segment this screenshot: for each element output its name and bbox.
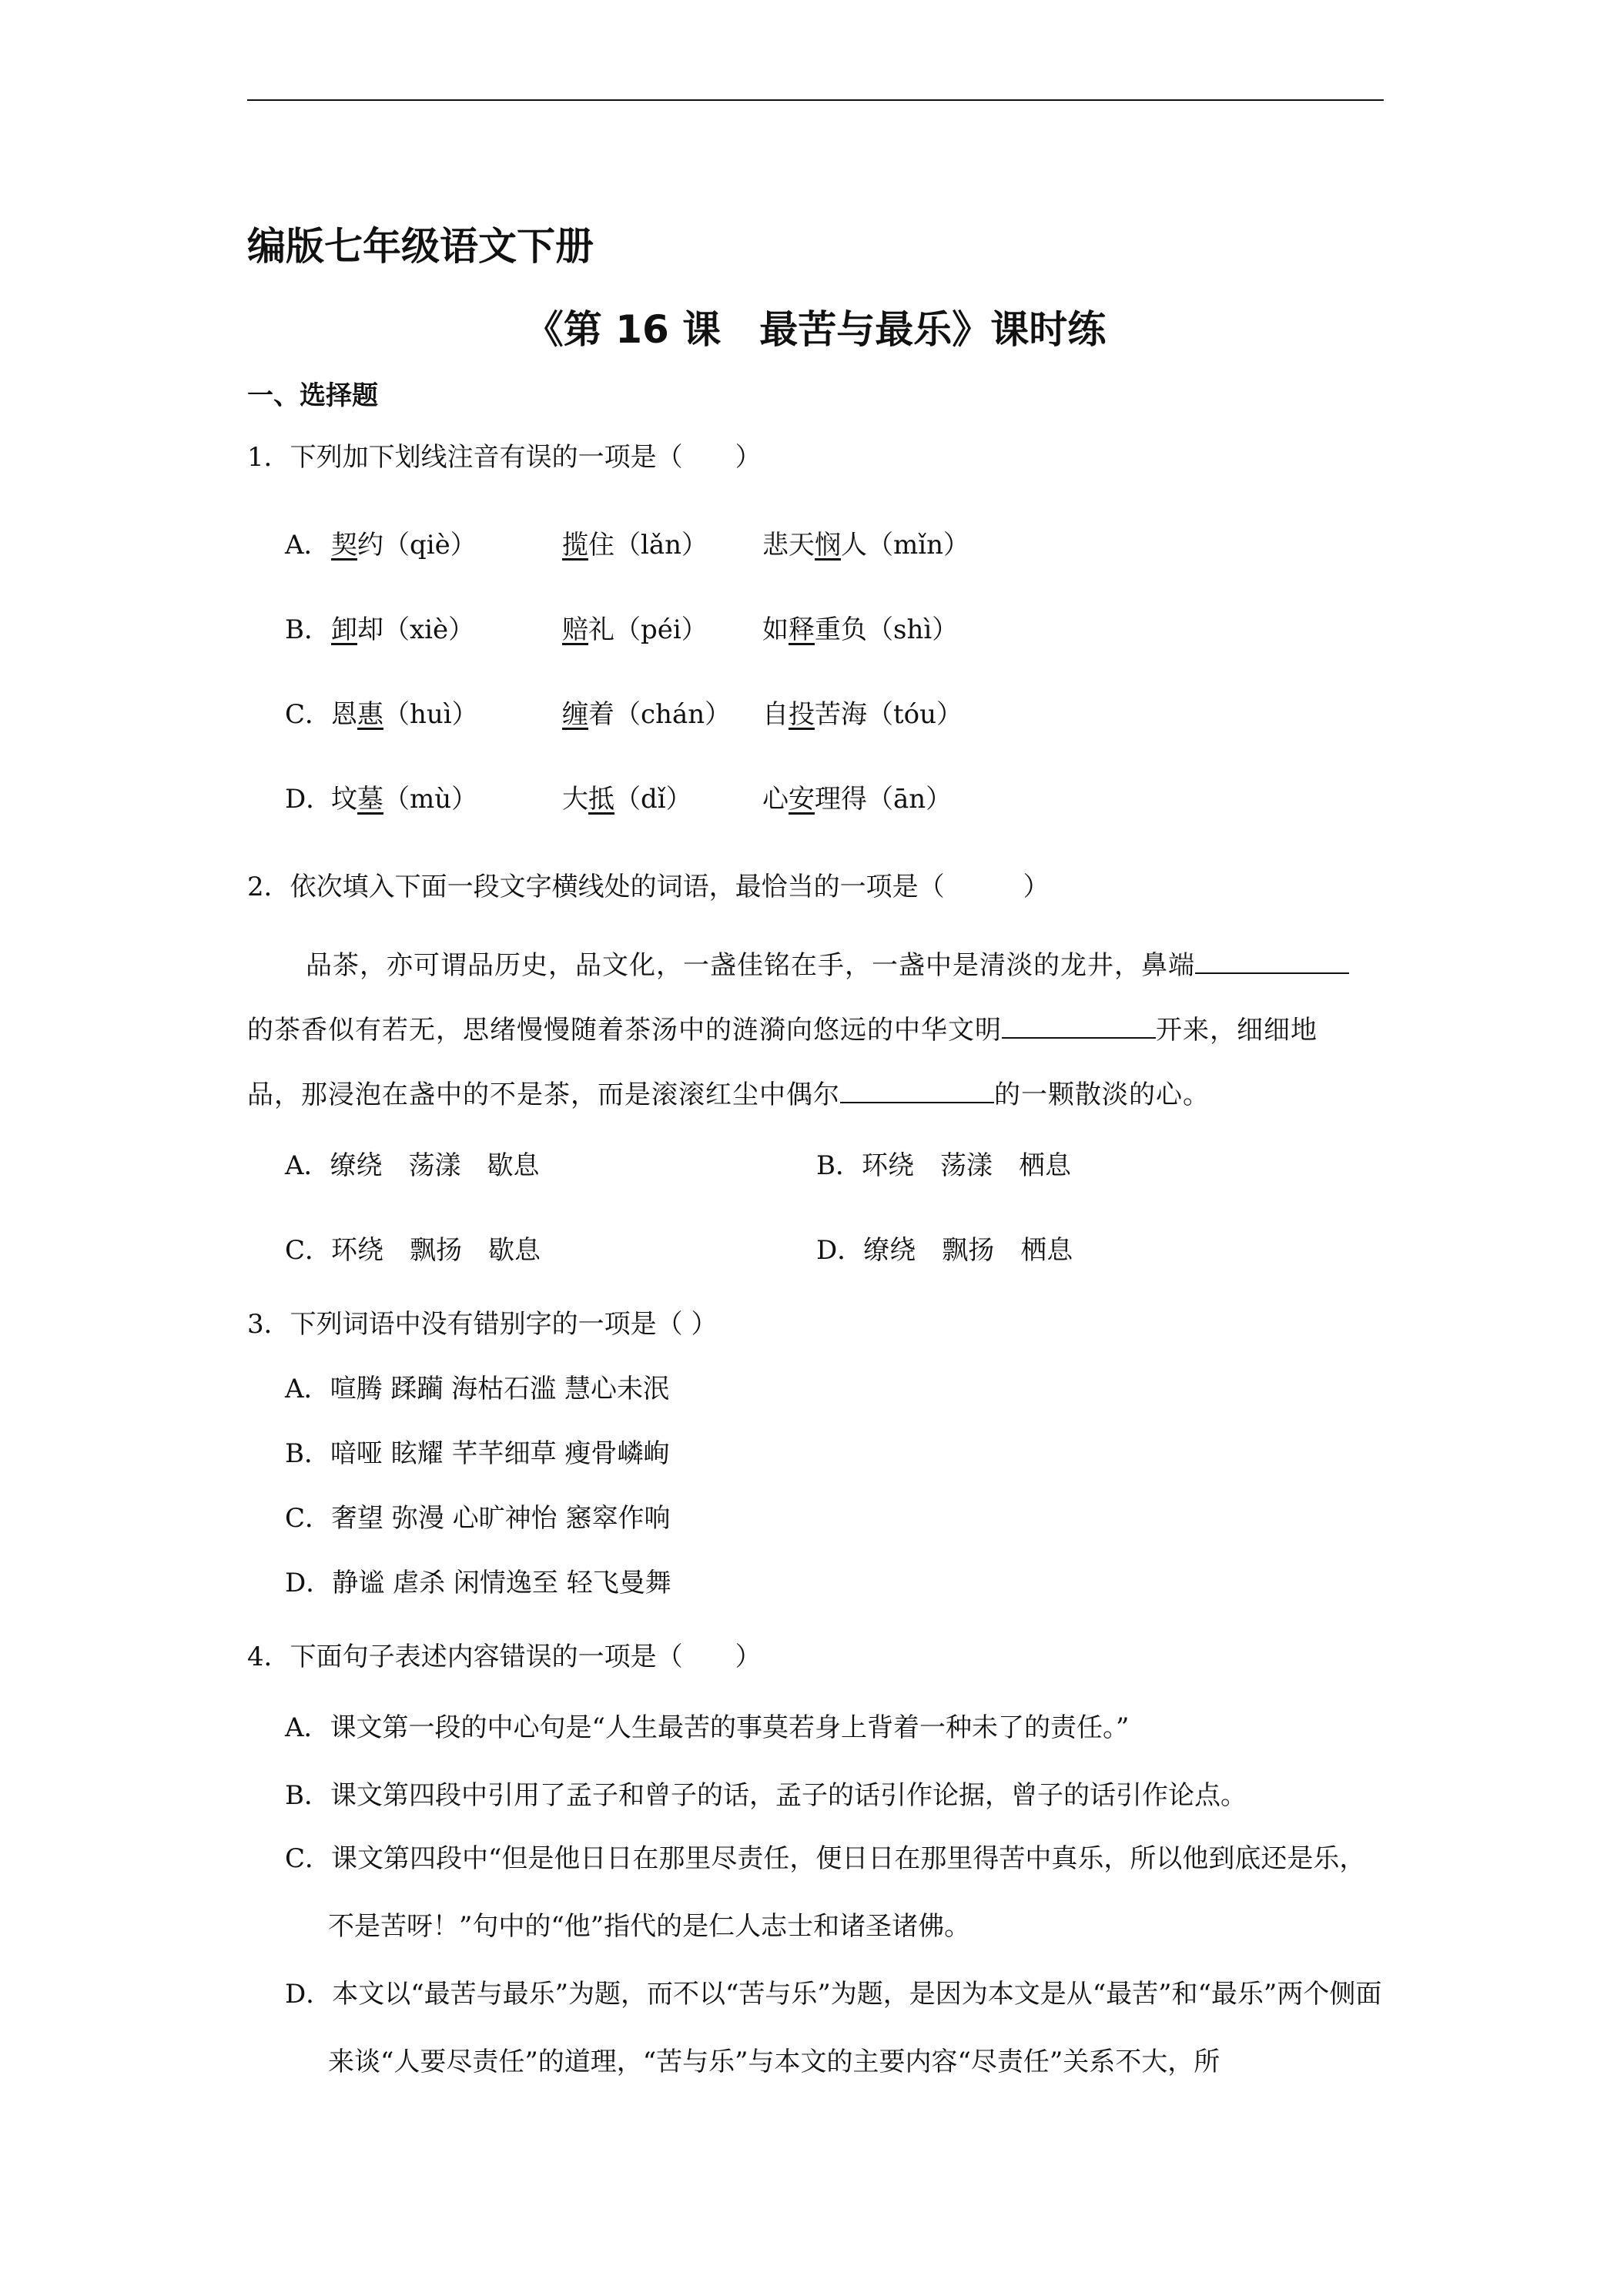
option-item: 恩惠（huì） (331, 699, 478, 730)
underlined-char: 惠 (357, 699, 383, 730)
underlined-char: 安 (789, 784, 815, 815)
header-rule (247, 99, 1384, 101)
option-item: 契约（qiè） (331, 530, 477, 561)
option-item: 如释重负（shì） (762, 614, 959, 645)
option-item: 卸却（xiè） (331, 614, 475, 645)
option-b: B．喑哑 眩耀 芊芊细草 瘦骨嶙峋 (285, 1438, 670, 1469)
underlined-char: 抵 (588, 784, 614, 815)
option-a: A．喧腾 蹂躏 海枯石滥 慧心未泯 (285, 1374, 669, 1404)
passage-text: 的一颗散淡的心。 (994, 1079, 1210, 1110)
underlined-char: 悯 (815, 530, 841, 561)
page-title: 编版七年级语文下册 (247, 224, 594, 269)
option-d: D．缭绕 飘扬 栖息 (816, 1235, 1073, 1266)
underlined-char: 释 (789, 614, 815, 645)
option-c: C．奢望 弥漫 心旷神怡 窸窣作响 (285, 1503, 671, 1534)
fill-blank (1195, 949, 1349, 974)
question-1-stem: 1．下列加下划线注音有误的一项是（ ） (247, 442, 762, 473)
underlined-char: 缠 (562, 699, 588, 730)
passage-text: 开来，细细地 (1156, 1015, 1318, 1046)
option-b: B．课文第四段中引用了孟子和曾子的话，孟子的话引作论据，曾子的话引作论点。 (285, 1780, 1247, 1811)
lesson-title: 《第 16 课 最苦与最乐》课时练 (524, 307, 1107, 352)
option-item: 坟墓（mù） (331, 784, 478, 815)
passage-text: 品，那浸泡在盏中的不是茶，而是滚滚红尘中偶尔 (247, 1079, 840, 1110)
passage-line (247, 1009, 1384, 1046)
fill-blank (840, 1079, 994, 1103)
option-d: D．本文以“最苦与最乐”为题，而不以“苦与乐”为题，是因为本文是从“最苦”和“最乐”两个侧面来谈“人要尽责任”的道理，“苦与乐”与本文的主要内容“尽责任”关系不大，所 (285, 1979, 1382, 2077)
option-a: A．缭绕 荡漾 歇息 (285, 1150, 540, 1181)
passage-line (247, 944, 1384, 982)
question-2-stem: 2．依次填入下面一段文字横线处的词语，最恰当的一项是（ ） (247, 872, 1050, 902)
underlined-char: 契 (331, 530, 357, 561)
option-item: 缠着（chán） (562, 699, 732, 730)
underlined-char: 投 (789, 699, 815, 730)
option-item: 自投苦海（tóu） (762, 699, 963, 730)
option-c (285, 693, 963, 731)
option-label: C． (285, 699, 332, 730)
passage-line (247, 1073, 1384, 1111)
option-item: 赔礼（péi） (562, 614, 708, 645)
underlined-char: 揽 (562, 530, 588, 561)
question-4-stem: 4．下面句子表述内容错误的一项是（ ） (247, 1642, 762, 1672)
option-label: D． (285, 784, 333, 815)
passage-text: 的茶香似有若无，思绪慢慢随着茶汤中的涟漪向悠远的中华文明 (247, 1015, 1002, 1046)
passage-text: 品茶，亦可谓品历史，品文化，一盏佳铭在手，一盏中是清淡的龙井，鼻端 (306, 950, 1195, 981)
option-d (285, 778, 953, 815)
option-a: A．课文第一段的中心句是“人生最苦的事莫若身上背着一种未了的责任。” (285, 1712, 1130, 1743)
option-c: C．环绕 飘扬 歇息 (285, 1235, 541, 1266)
option-c: C．课文第四段中“但是他日日在那里尽责任，便日日在那里得苦中真乐，所以他到底还是乐，不是苦呀！”句中的“他”指代的是仁人志士和诸圣诸佛。 (285, 1843, 1366, 1942)
option-item: 大抵（dǐ） (562, 784, 692, 815)
question-3-stem: 3．下列词语中没有错别字的一项是（ ） (247, 1309, 718, 1340)
underlined-char: 墓 (357, 784, 383, 815)
section-heading: 一、选择题 (247, 380, 378, 411)
option-d: D．静谧 虐杀 闲情逸至 轻飞曼舞 (285, 1568, 671, 1598)
option-a (285, 524, 970, 561)
option-label: B． (285, 614, 330, 645)
fill-blank (1002, 1014, 1156, 1039)
underlined-char: 卸 (331, 614, 357, 645)
option-item: 心安理得（ān） (762, 784, 953, 815)
underlined-char: 赔 (562, 614, 588, 645)
option-label: A． (285, 530, 330, 561)
option-item: 悲天悯人（mǐn） (762, 530, 970, 561)
option-b (285, 608, 959, 646)
option-item: 揽住（lǎn） (562, 530, 708, 561)
option-b: B．环绕 荡漾 栖息 (816, 1150, 1071, 1181)
